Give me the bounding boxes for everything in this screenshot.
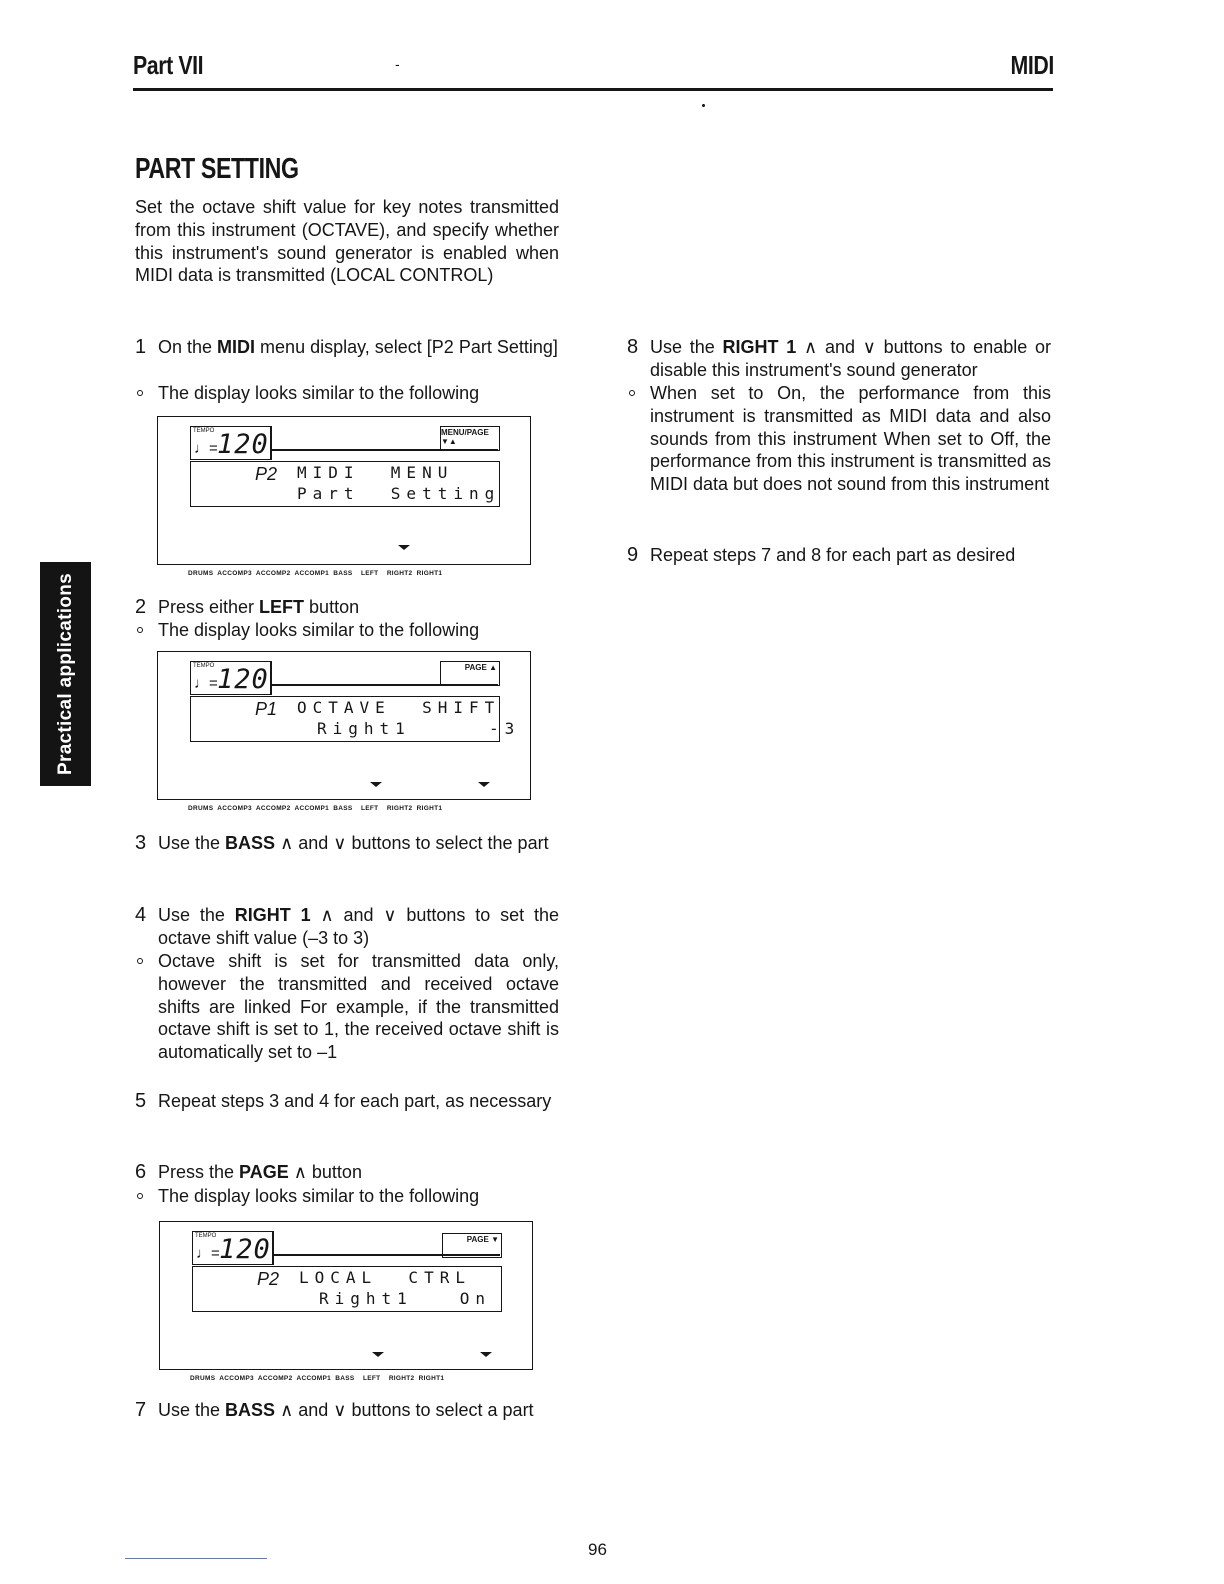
display-main [190, 461, 500, 507]
step-5 [135, 1090, 559, 1136]
section-title: PART SETTING [135, 153, 299, 185]
tempo-box [190, 426, 272, 460]
tempo-box [192, 1231, 274, 1265]
page-indicator [440, 426, 500, 451]
page-number-display: P2 [255, 464, 278, 484]
bullet-text: The display looks similar to the following [158, 1186, 480, 1206]
display-line-1: MIDI MENU [297, 463, 454, 482]
lcd-display-midi-menu [157, 416, 531, 577]
running-header-part: Part VII [133, 50, 204, 80]
note-icon: ♩= [194, 675, 218, 692]
bullet-display-3 [135, 1185, 559, 1208]
step-number: 4 [135, 904, 147, 926]
display-bottom-labels: DRUMS ACCOMP3 ACCOMP2 ACCOMP1 BASS LEFT RIGHT2 RIGHT1 [188, 570, 443, 577]
bullet-text: When set to On, the performance from this instrument is transmitted as MIDI data and also sounds from this instrument When set to Off, the performance from this instrument is transmitted as MIDI data but does not sound from this instrument [650, 383, 1051, 495]
step-text: On the MIDI menu display, select [P2 Part Setting] [158, 337, 558, 357]
bullet-octave-note [135, 950, 559, 1065]
step-text: Use the BASS ∧ and ∨ buttons to select a part [158, 1400, 534, 1420]
display-bottom-labels: DRUMS ACCOMP3 ACCOMP2 ACCOMP1 BASS LEFT RIGHT2 RIGHT1 [190, 1375, 445, 1382]
step-9 [627, 544, 1051, 567]
step-text: Repeat steps 3 and 4 for each part, as necessary [158, 1091, 552, 1111]
page-label: PAGE ▲ [464, 663, 497, 672]
step-text: Repeat steps 7 and 8 for each part as desired [650, 545, 1016, 565]
page-label: PAGE ▼ [466, 1235, 499, 1244]
bullet-display-2 [135, 619, 559, 642]
step-number: 9 [627, 544, 639, 566]
down-arrow-icon [372, 1352, 384, 1357]
step-text: Use the RIGHT 1 ∧ and ∨ buttons to set the octave shift value (–3 to 3) [158, 905, 559, 948]
down-arrow-icon [480, 1352, 492, 1357]
step-text: Use the BASS ∧ and ∨ buttons to select the part [158, 833, 549, 853]
down-arrow-icon [478, 782, 490, 787]
tempo-value: 120 [219, 1234, 271, 1265]
tempo-label: TEMPO [193, 663, 215, 669]
page-indicator [440, 661, 500, 686]
step-6 [135, 1161, 559, 1184]
display-main [192, 1266, 502, 1312]
footer-rule [125, 1558, 267, 1559]
bullet-display-1 [135, 382, 559, 405]
tempo-value: 120 [217, 429, 269, 460]
display-bottom-labels: DRUMS ACCOMP3 ACCOMP2 ACCOMP1 BASS LEFT RIGHT2 RIGHT1 [188, 805, 443, 812]
tempo-label: TEMPO [193, 428, 215, 434]
step-number: 7 [135, 1399, 147, 1421]
step-number: 8 [627, 336, 639, 358]
step-text: Press the PAGE ∧ button [158, 1162, 362, 1182]
bullet-icon [629, 390, 635, 396]
step-4 [135, 904, 559, 950]
lcd-display-local-ctrl [159, 1221, 533, 1382]
lcd-display-octave-shift [157, 651, 531, 812]
step-number: 5 [135, 1090, 147, 1112]
display-line-2: Right1 -3 [317, 719, 521, 738]
bullet-text: The display looks similar to the following [158, 383, 480, 403]
tempo-box [190, 661, 272, 695]
page-number-display: P2 [257, 1269, 280, 1289]
side-tab-label: Practical applications [54, 573, 76, 775]
step-text: Use the RIGHT 1 ∧ and ∨ buttons to enable or disable this instrument's sound generator [650, 337, 1051, 380]
step-number: 1 [135, 336, 147, 358]
header-mark: - [395, 56, 400, 72]
display-line-2: Right1 On [319, 1289, 491, 1308]
step-number: 6 [135, 1161, 147, 1183]
step-text: Press either LEFT button [158, 597, 360, 617]
bullet-icon [137, 1193, 143, 1199]
bullet-local-note [627, 382, 1051, 520]
display-line-1: LOCAL CTRL [299, 1268, 471, 1287]
running-header-chapter: MIDI [1010, 50, 1054, 80]
speck-mark [702, 104, 705, 107]
step-8 [627, 336, 1051, 382]
page-number-display: P1 [255, 699, 278, 719]
display-line-1: OCTAVE SHIFT [297, 698, 501, 717]
page-label: MENU/PAGE ▼▲ [441, 428, 489, 446]
tempo-label: TEMPO [195, 1233, 217, 1239]
note-icon: ♩= [196, 1245, 220, 1262]
step-number: 2 [135, 596, 147, 618]
note-icon: ♩= [194, 440, 218, 457]
bullet-icon [137, 958, 143, 964]
step-number: 3 [135, 832, 147, 854]
step-1 [135, 336, 559, 382]
side-tab [40, 562, 91, 786]
bullet-icon [137, 390, 143, 396]
down-arrow-icon [398, 545, 410, 550]
page-number: 96 [588, 1540, 607, 1559]
step-7 [135, 1399, 562, 1445]
page-indicator [442, 1233, 502, 1258]
header-rule [133, 88, 1053, 91]
display-line-2: Part Setting [297, 484, 501, 503]
tempo-value: 120 [217, 664, 269, 695]
bullet-text: The display looks similar to the following [158, 620, 480, 640]
bullet-icon [137, 627, 143, 633]
bullet-text: Octave shift is set for transmitted data only, however the transmitted and received octave shifts are linked For example, if the transmitted octave shift is set to 1, the received octave shift is automatically set to –1 [158, 951, 559, 1063]
down-arrow-icon [370, 782, 382, 787]
intro-paragraph: Set the octave shift value for key notes transmitted from this instrument (OCTAVE), and specify whether this instrument's sound generator is enabled when MIDI data is transmitted (LOCAL CONTROL) [135, 197, 559, 286]
step-3 [135, 832, 559, 878]
display-main [190, 696, 521, 742]
step-2 [135, 596, 559, 619]
